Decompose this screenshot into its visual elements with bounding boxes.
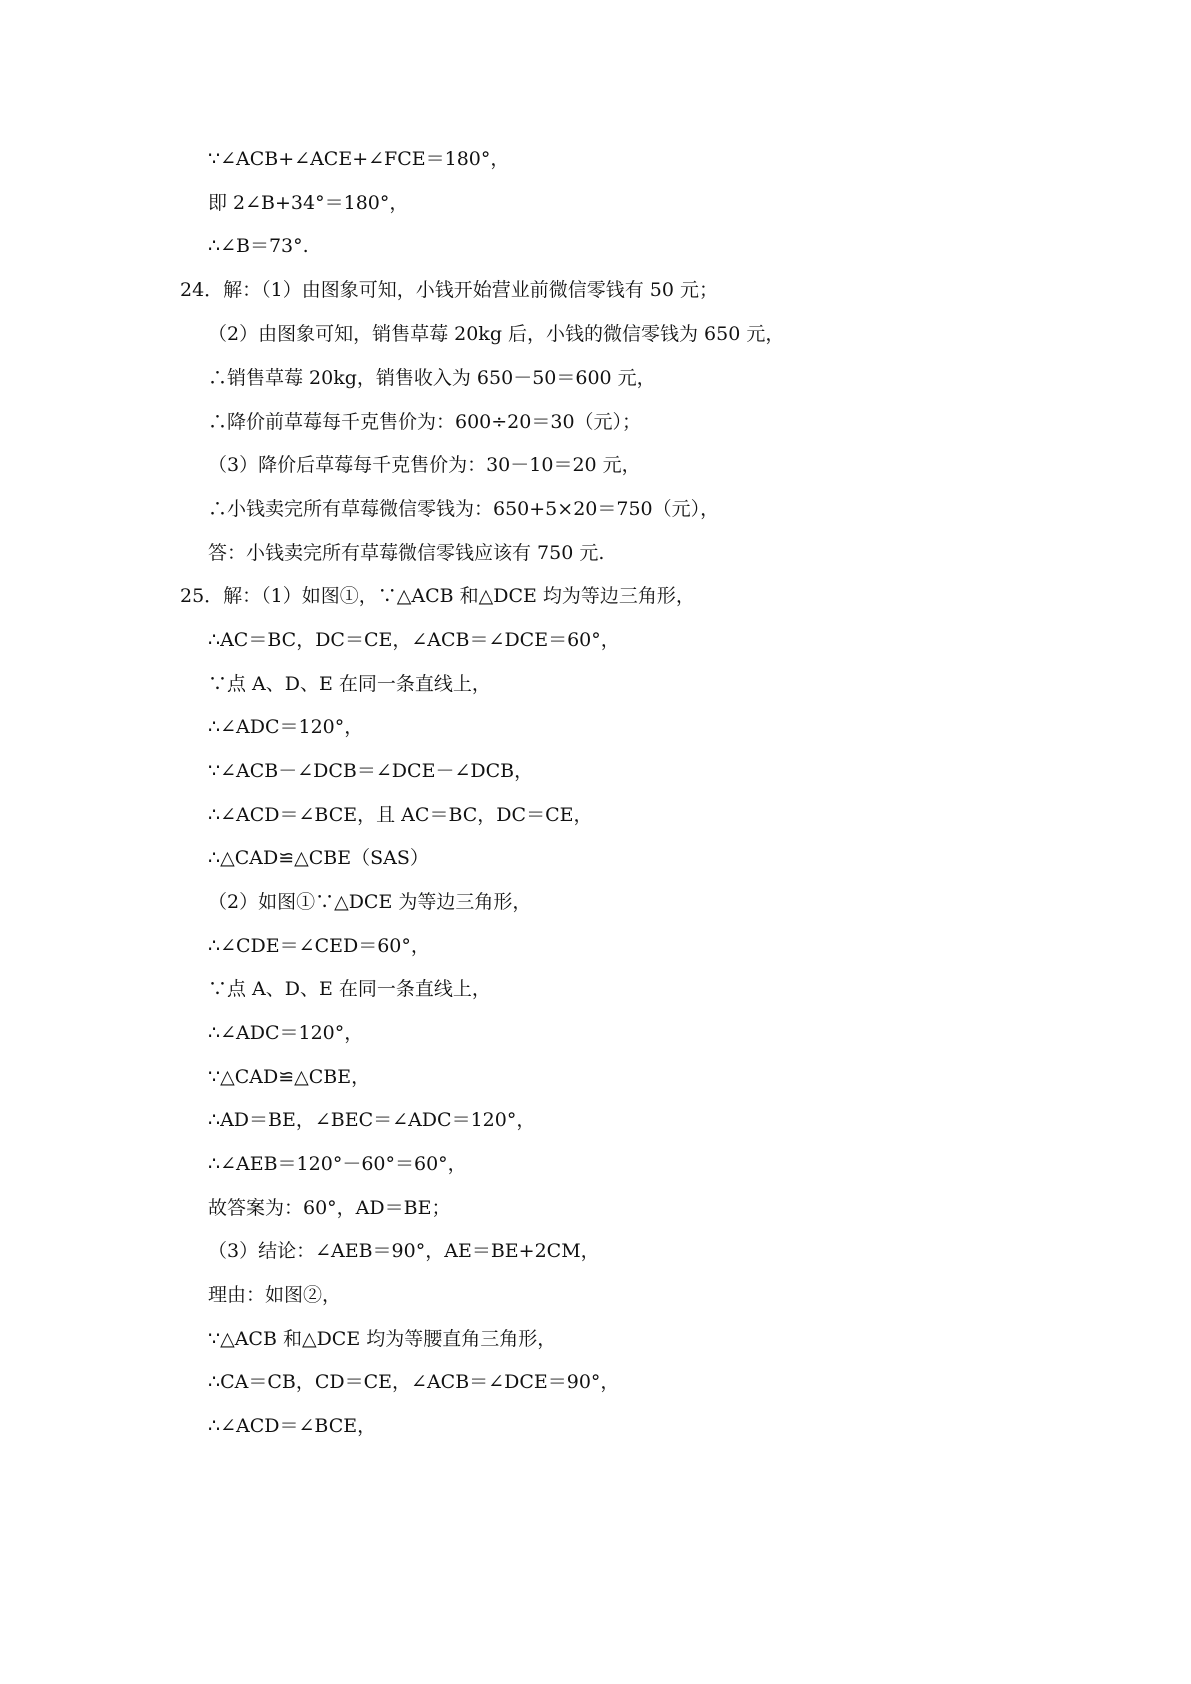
text-line: ∵∠ACB+∠ACE+∠FCE＝180°， bbox=[208, 148, 510, 170]
text-line: ∴∠AEB＝120°－60°＝60°， bbox=[208, 1153, 467, 1175]
text-line: ∴降价前草莓每千克售价为：600÷20＝30（元）； bbox=[208, 411, 642, 433]
text-line: （3）结论：∠AEB＝90°，AE＝BE+2CM， bbox=[208, 1240, 600, 1262]
text-line: ∴∠CDE＝∠CED＝60°， bbox=[208, 935, 430, 957]
text-line: ∴小钱卖完所有草莓微信零钱为：650+5×20＝750（元）， bbox=[208, 498, 720, 520]
text-line: （2）由图象可知，销售草莓 20kg 后，小钱的微信零钱为 650 元， bbox=[208, 323, 785, 345]
text-line: 即 2∠B+34°＝180°， bbox=[208, 192, 409, 214]
text-line: 理由：如图②， bbox=[208, 1284, 342, 1306]
text-line: ∵∠ACB－∠DCB＝∠DCE－∠DCB， bbox=[208, 760, 534, 782]
text-line: 答：小钱卖完所有草莓微信零钱应该有 750 元. bbox=[208, 542, 605, 564]
problem-25-heading: 25．解：（1）如图①，∵△ACB 和△DCE 均为等边三角形， bbox=[180, 585, 695, 607]
text-line: 故答案为：60°，AD＝BE； bbox=[208, 1197, 451, 1219]
text-line: ∴∠ADC＝120°， bbox=[208, 716, 364, 738]
text-line: ∴AC＝BC，DC＝CE，∠ACB＝∠DCE＝60°， bbox=[208, 629, 620, 651]
text-line: ∴△CAD≌△CBE（SAS） bbox=[208, 847, 429, 869]
text-line: ∴CA＝CB，CD＝CE，∠ACB＝∠DCE＝90°， bbox=[208, 1371, 620, 1393]
text-line: ∴∠ACD＝∠BCE，且 AC＝BC，DC＝CE， bbox=[208, 804, 593, 826]
text-line: ∴∠B＝73°. bbox=[208, 235, 309, 257]
text-line: ∵△CAD≌△CBE， bbox=[208, 1066, 371, 1088]
text-line: ∵点 A、D、E 在同一条直线上， bbox=[208, 673, 491, 695]
text-line: ∴∠ACD＝∠BCE， bbox=[208, 1415, 377, 1437]
problem-24-heading: 24．解：（1）由图象可知，小钱开始营业前微信零钱有 50 元； bbox=[180, 279, 719, 301]
text-line: ∵点 A、D、E 在同一条直线上， bbox=[208, 978, 491, 1000]
text-line: （3）降价后草莓每千克售价为：30－10＝20 元， bbox=[208, 454, 641, 476]
text-line: ∴∠ADC＝120°， bbox=[208, 1022, 364, 1044]
text-line: ∴AD＝BE，∠BEC＝∠ADC＝120°， bbox=[208, 1109, 536, 1131]
text-line: ∵△ACB 和△DCE 均为等腰直角三角形， bbox=[208, 1328, 557, 1350]
text-line: ∴销售草莓 20kg，销售收入为 650－50＝600 元， bbox=[208, 367, 656, 389]
text-line: （2）如图①∵△DCE 为等边三角形， bbox=[208, 891, 532, 913]
